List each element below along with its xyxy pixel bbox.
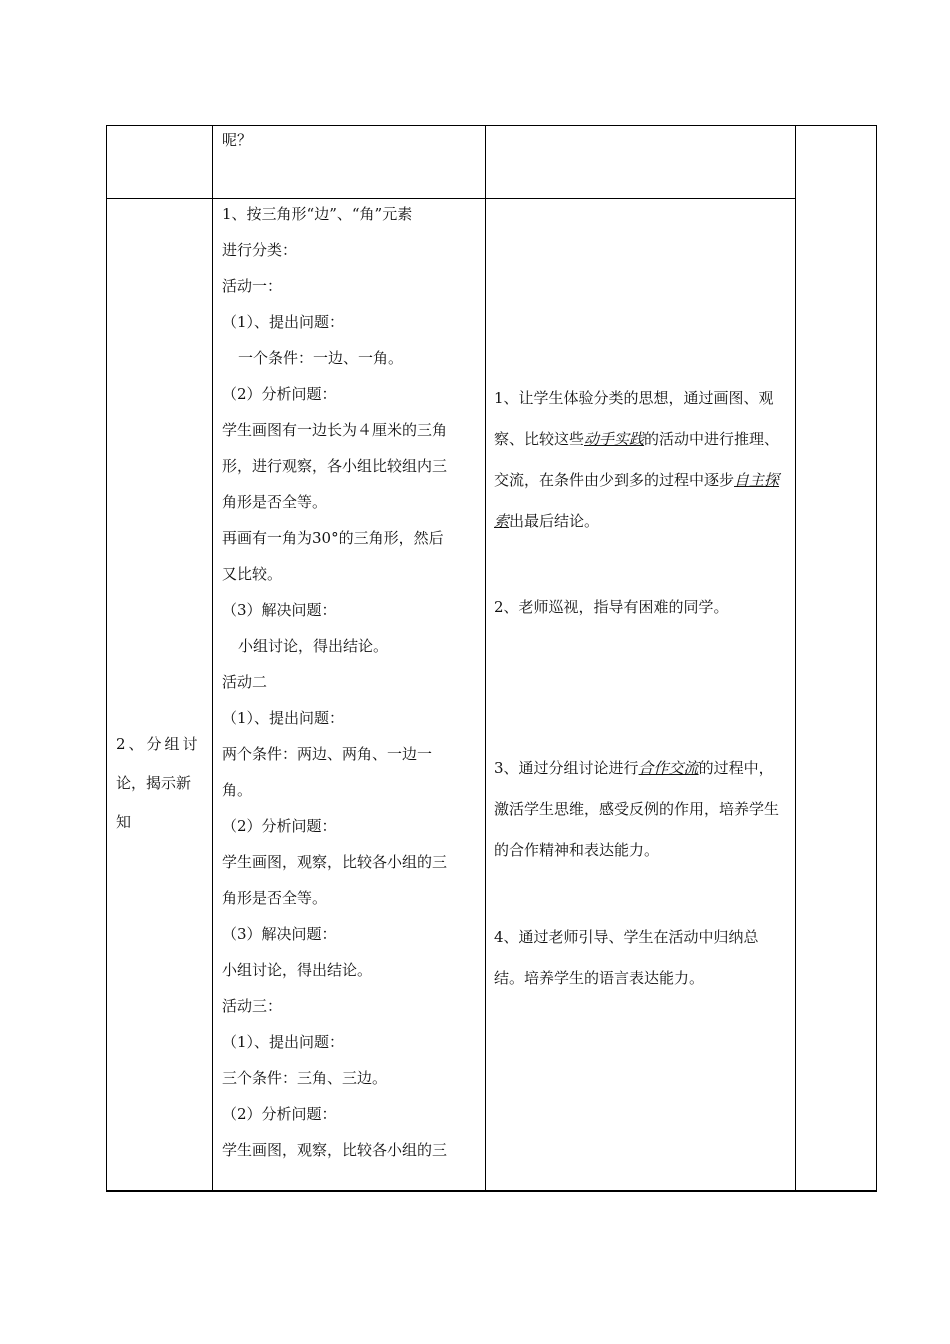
activity-line: 三个条件：三角、三边。 — [222, 1069, 388, 1087]
activity-line: 活动二 — [222, 673, 268, 691]
column-divider-3 — [795, 125, 796, 1192]
activity-line: 两个条件：两边、两角、一边一 — [222, 745, 433, 763]
intent-1-emphasis-2: 自主探索 — [494, 471, 780, 530]
activity-line: （1）、提出问题： — [222, 313, 345, 331]
activity-line: （3）解决问题： — [222, 601, 337, 619]
intent-column — [494, 0, 786, 1190]
column-divider-2 — [485, 125, 486, 1192]
activity-line: （1）、提出问题： — [222, 709, 345, 727]
stage-label-line-1: 2、分组讨 — [116, 735, 201, 753]
stage-label-line-2: 论，揭示新 — [116, 774, 192, 792]
intent-1-emphasis-1: 动手实践 — [584, 430, 645, 448]
activity-line: 学生画图有一边长为４厘米的三角 — [222, 421, 448, 439]
activity-line: 小组讨论，得出结论。 — [238, 637, 389, 655]
activity-line: 1、按三角形“边”、“角”元素 — [222, 205, 413, 223]
stage-label-line-3: 知 — [116, 813, 132, 831]
activity-line: 学生画图，观察，比较各小组的三 — [222, 1141, 448, 1159]
activity-line: 小组讨论，得出结论。 — [222, 961, 373, 979]
activity-line: 角形是否全等。 — [222, 889, 328, 907]
activity-line: （3）解决问题： — [222, 925, 337, 943]
activity-line: 一个条件：一边、一角。 — [238, 349, 404, 367]
activity-line: 再画有一角为30°的三角形，然后 — [222, 529, 444, 547]
intent-paragraph-2 — [494, 587, 784, 628]
intent-2-text: 2、老师巡视，指导有困难的同学。 — [494, 598, 729, 616]
activity-line: （2）分析问题： — [222, 817, 337, 835]
top-row-text: 呢？ — [222, 131, 253, 149]
activity-line: （1）、提出问题： — [222, 1033, 345, 1051]
activity-line: 角形是否全等。 — [222, 493, 328, 511]
activity-line: 又比较。 — [222, 565, 283, 583]
intent-1-text-c: 出最后结论。 — [509, 512, 600, 530]
activity-line: 学生画图，观察，比较各小组的三 — [222, 853, 448, 871]
intent-1-text-b: 的活动中进行推理、交流，在条件由少到多的过程中逐步 — [494, 430, 780, 489]
activities-column — [222, 196, 482, 1168]
activity-line: （2）分析问题： — [222, 385, 337, 403]
activity-line: 活动三： — [222, 997, 283, 1015]
activity-line: 进行分类： — [222, 241, 298, 259]
stage-label — [116, 725, 208, 842]
intent-3-emphasis: 合作交流 — [638, 759, 699, 777]
intent-paragraph-1 — [494, 378, 784, 542]
column-divider-1 — [212, 125, 213, 1192]
activity-line: 角。 — [222, 781, 253, 799]
intent-paragraph-4 — [494, 917, 784, 999]
activity-line: （2）分析问题： — [222, 1105, 337, 1123]
activity-line: 形，进行观察，各小组比较组内三 — [222, 457, 448, 475]
intent-4-text: 4、通过老师引导、学生在活动中归纳总结。培养学生的语言表达能力。 — [494, 928, 759, 987]
intent-3-text-a: 3、通过分组讨论进行 — [494, 759, 639, 777]
intent-1-text-a: 1、让学生体验分类的思想，通过画图、观察、比较这些 — [494, 389, 774, 448]
intent-paragraph-3 — [494, 748, 784, 871]
activity-line: 活动一： — [222, 277, 283, 295]
intent-3-text-b: 的过程中，激活学生思维，感受反例的作用，培养学生的合作精神和表达能力。 — [494, 759, 780, 859]
